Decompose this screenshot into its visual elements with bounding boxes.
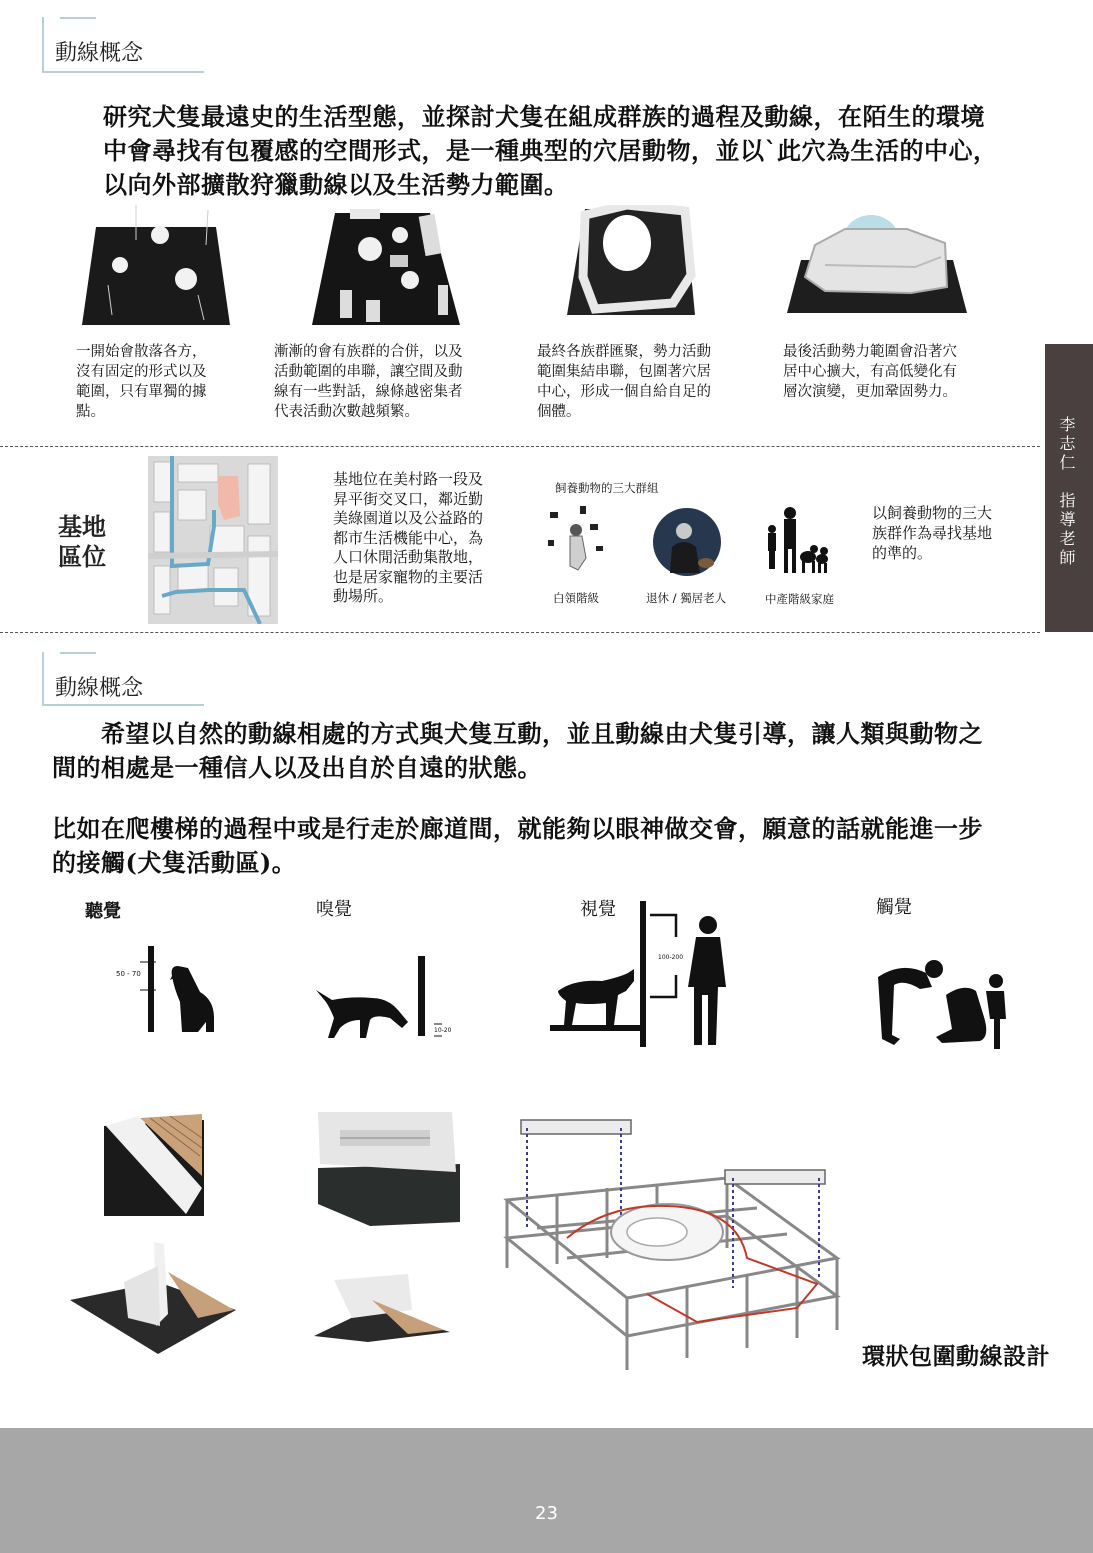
groups-title: 飼養動物的三大群組: [555, 481, 659, 495]
para-line: 以向外部擴散狩獵動線以及生活勢力範圍。: [103, 170, 569, 199]
desc-line: 也是居家寵物的主要活: [333, 567, 484, 586]
step-caption-3: [537, 342, 711, 422]
group-label-family: 中產階級家庭: [765, 592, 834, 606]
section2-paragraph-1: [52, 717, 1032, 785]
sense-touch: 觸覺: [876, 897, 912, 918]
step-caption-4: [783, 342, 957, 402]
desc-line: 昇平街交叉口，鄰近勤: [333, 489, 484, 508]
caption-line: 漸漸的會有族群的合併，以及: [274, 344, 463, 360]
site-description: [333, 470, 483, 607]
caption-line: 代表活動次數越頻繁。: [274, 404, 419, 420]
model-photo-stair-3: [68, 1238, 238, 1358]
design-caption: 環狀包圍動線設計: [862, 1343, 1050, 1370]
site-title: [58, 512, 106, 572]
step-caption-1: [76, 342, 207, 422]
sense-hearing: 聽覺: [85, 901, 121, 922]
groups-note: [872, 503, 992, 563]
model-photo-converged: [565, 205, 740, 320]
dim-label: 10-20: [434, 1027, 452, 1034]
site-title-line: 基地: [58, 512, 106, 541]
dim-label: 100-200: [658, 954, 684, 961]
caption-line: 線有一些對話，線條越密集者: [274, 384, 463, 400]
sight-diagram: [548, 895, 738, 1050]
structure-axonometric: [497, 1108, 847, 1378]
sense-sight: 視覺: [580, 899, 616, 920]
section1-paragraph: [103, 100, 1023, 202]
touch-diagram: [872, 955, 1012, 1055]
note-line: 以飼養動物的三大: [872, 504, 993, 522]
desc-line: 人口休閒活動集散地，: [333, 548, 484, 566]
advisor-tab: [1045, 344, 1093, 632]
site-title-line: 區位: [58, 542, 106, 571]
note-line: 族群作為尋找基地: [872, 524, 993, 542]
caption-line: 範圍集結串聯，包圍著穴居: [537, 364, 711, 380]
para-line: 間的相處是一種信人以及出自於自遠的狀態。: [52, 753, 542, 782]
para-line: 比如在爬樓梯的過程中或是行走於廊道間，就能夠以眼神做交會，願意的話就能進一步: [52, 814, 983, 843]
caption-line: 中心，形成一個自給自足的: [537, 384, 711, 400]
para-line: 的接觸(犬隻活動區)。: [52, 848, 297, 877]
caption-line: 居中心擴大，有高低變化有: [783, 364, 957, 380]
dim-label: 50 - 70: [116, 970, 141, 978]
model-photo-expanded: [785, 205, 970, 315]
divider-bottom: [0, 632, 1040, 633]
group-label-elderly: 退休 / 獨居老人: [646, 591, 727, 605]
caption-line: 最後活動勢力範圍會沿著穴: [783, 344, 957, 360]
advisor-role: 指導老師: [1057, 492, 1076, 568]
para-line: 中會尋找有包覆感的空間形式，是一種典型的穴居動物，並以`此穴為生活的中心，: [103, 136, 998, 165]
model-photo-merging: [310, 205, 465, 330]
site-map: [148, 456, 278, 624]
hearing-diagram: [112, 940, 222, 1035]
advisor-name: 李志仁: [1057, 416, 1076, 473]
sense-smell: 嗅覺: [316, 899, 352, 920]
section1-title: 動線概念: [55, 41, 144, 66]
section2-title: 動線概念: [55, 676, 144, 701]
desc-line: 基地位在美村路一段及: [333, 470, 484, 488]
caption-line: 活動範圍的串聯，讓空間及動: [274, 364, 463, 380]
section2-paragraph-2: [52, 812, 1032, 880]
group-photo-family: [760, 505, 832, 575]
group-photo-elderly: [652, 507, 722, 577]
para-line: 研究犬隻最遠史的生活型態，並探討犬隻在組成群族的過程及動線，在陌生的環境: [103, 102, 985, 131]
desc-line: 都市生活機能中心，為: [333, 528, 484, 547]
model-photo-scattered: [78, 205, 238, 330]
page-footer: [0, 1428, 1093, 1553]
caption-line: 範圍，只有單獨的據: [76, 384, 207, 400]
para-line: 希望以自然的動線相處的方式與犬隻互動，並且動線由犬隻引導，讓人類與動物之: [52, 719, 983, 748]
note-line: 的準的。: [872, 544, 933, 562]
caption-line: 個體。: [537, 404, 581, 420]
caption-line: 沒有固定的形式以及: [76, 364, 207, 380]
model-photo-stair-1: [100, 1112, 210, 1222]
caption-line: 最終各族群匯聚，勢力活動: [537, 344, 711, 360]
model-photo-stair-4: [312, 1270, 452, 1345]
divider-top: [0, 446, 1040, 447]
caption-line: 層次演變，更加鞏固勢力。: [783, 384, 957, 400]
desc-line: 動場所。: [333, 587, 394, 605]
step-caption-2: [274, 342, 463, 422]
model-photo-stair-2: [310, 1108, 465, 1226]
group-photo-white-collar: [540, 500, 610, 580]
smell-diagram: [312, 950, 462, 1050]
desc-line: 美綠園道以及公益路的: [333, 509, 484, 527]
group-label-white-collar: 白領階級: [553, 591, 599, 605]
caption-line: 一開始會散落各方，: [76, 344, 207, 360]
page-number: 23: [535, 1503, 558, 1524]
caption-line: 點。: [76, 404, 105, 420]
